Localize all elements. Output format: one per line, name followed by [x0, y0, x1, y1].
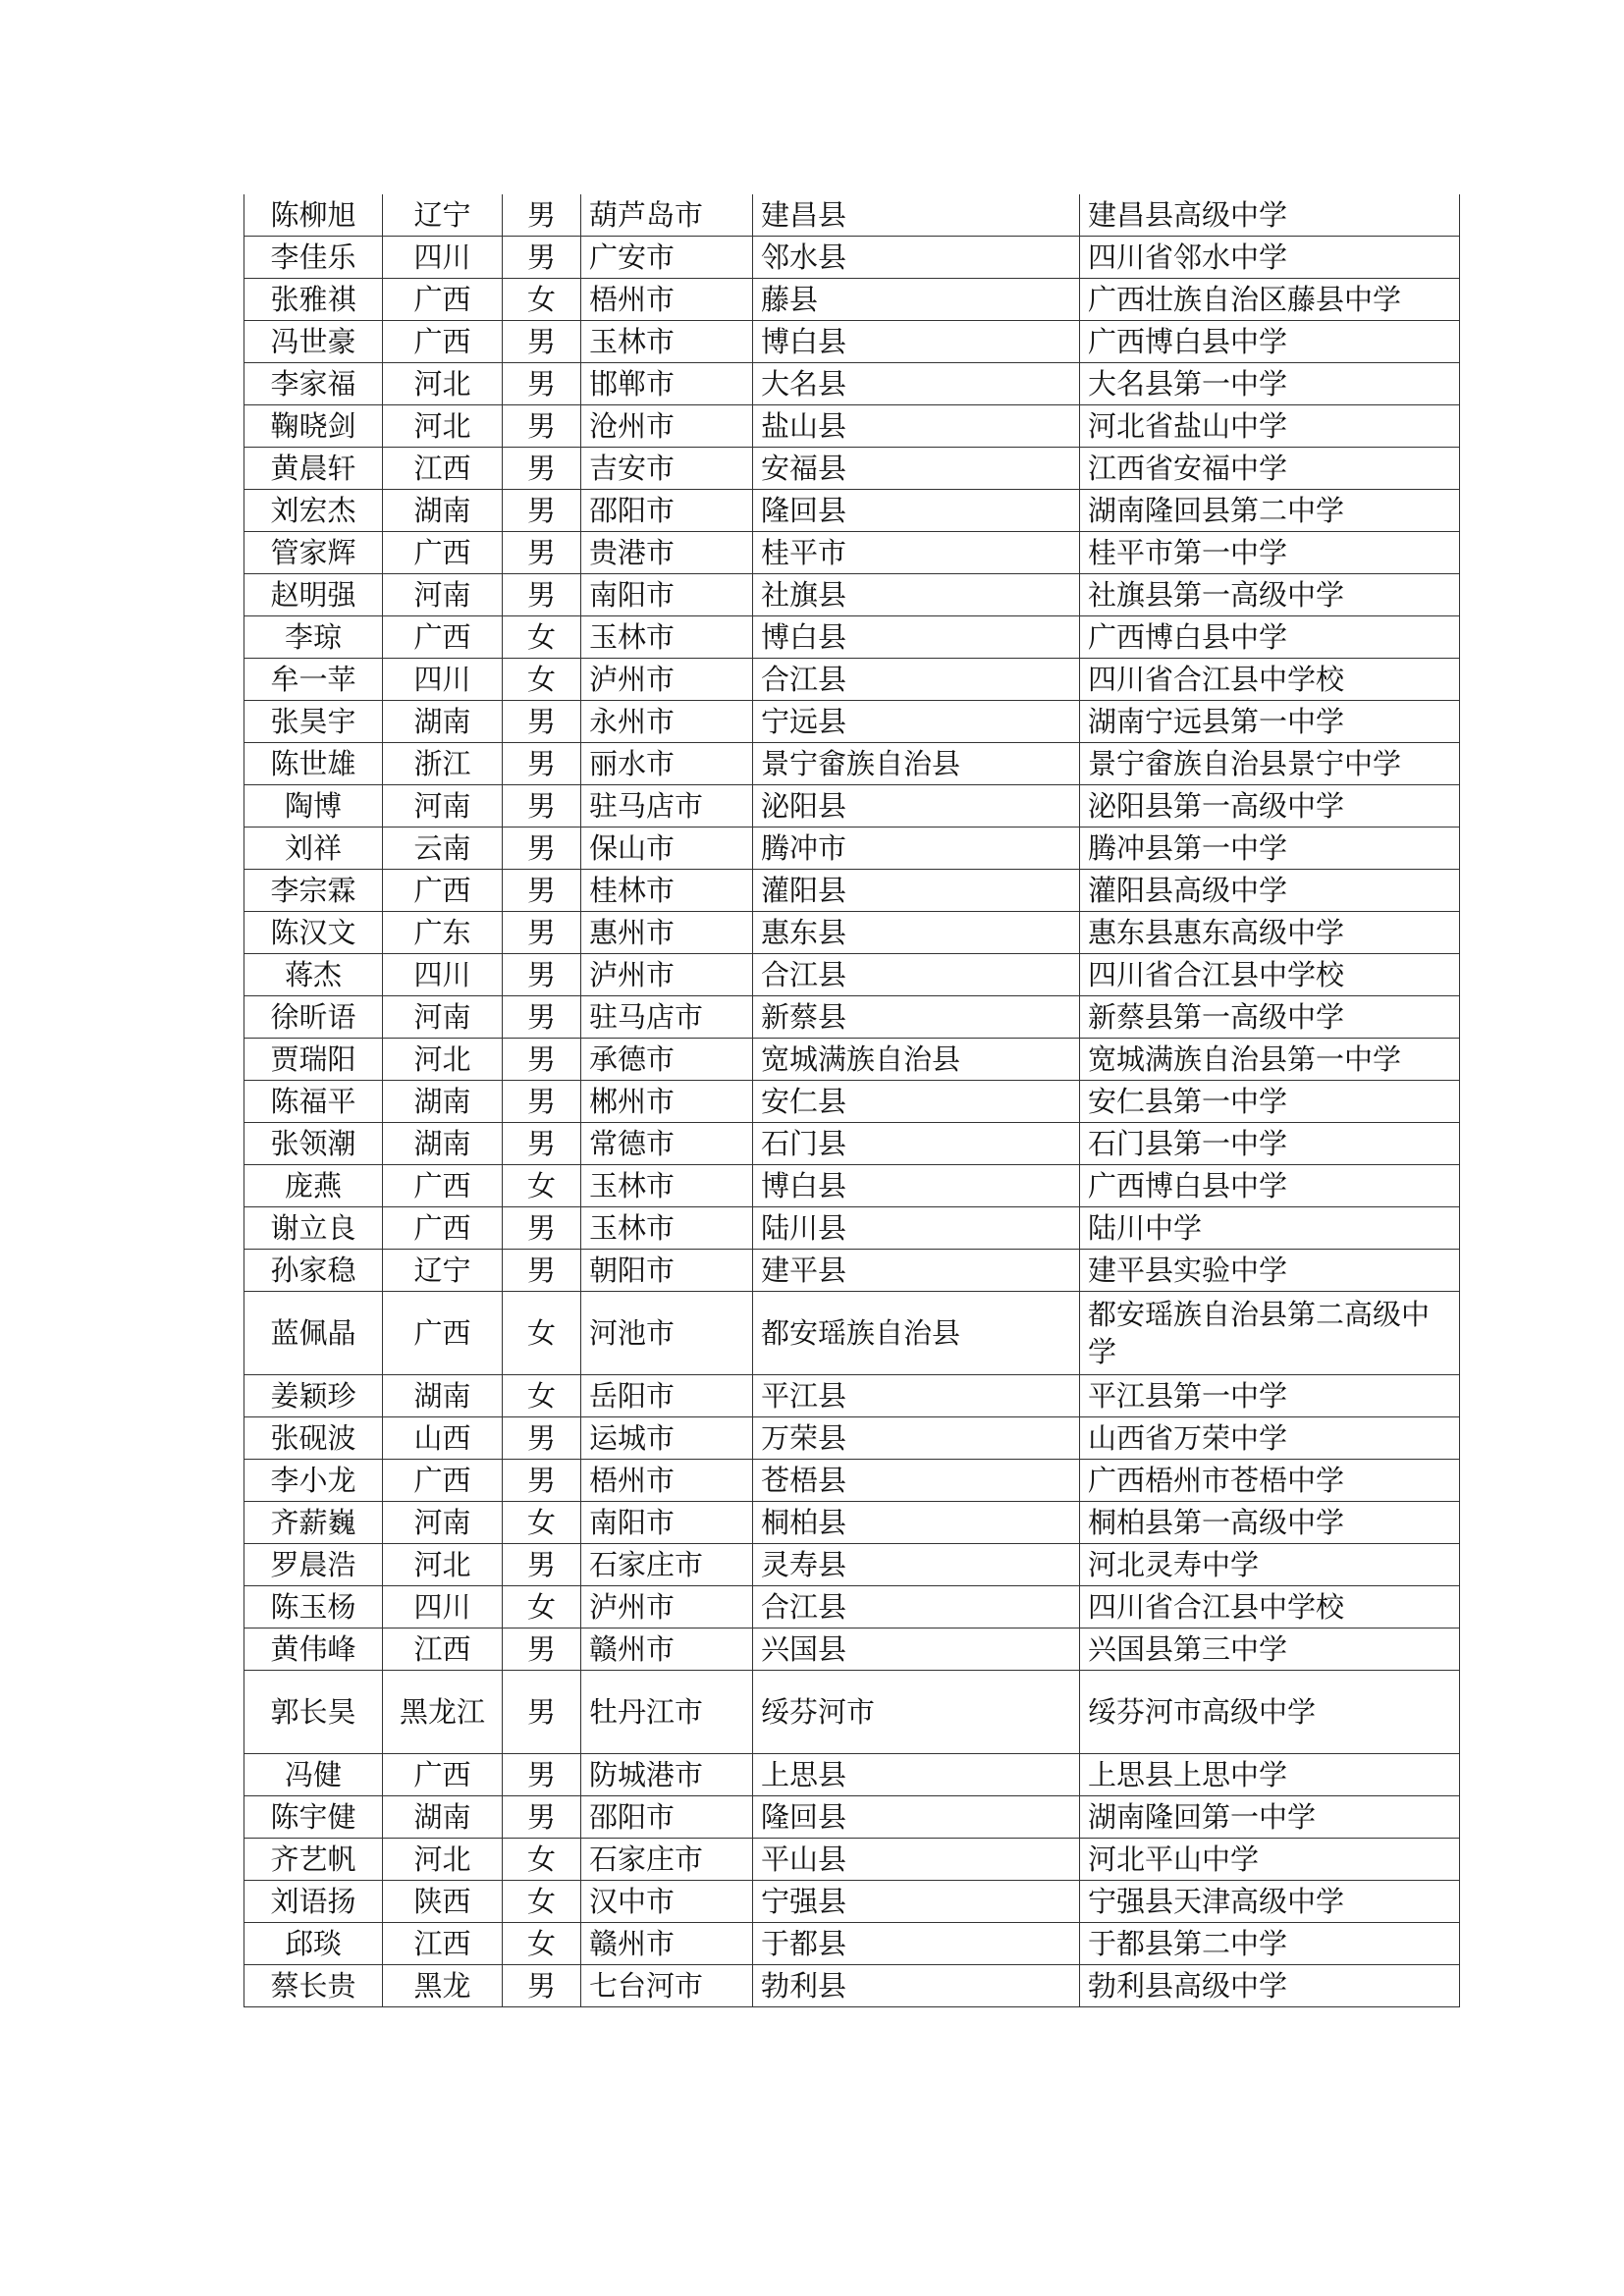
county-cell: 合江县 [753, 1586, 1080, 1629]
county-cell: 景宁畲族自治县 [753, 743, 1080, 785]
student-name-cell: 谢立良 [244, 1207, 383, 1250]
county-cell: 平山县 [753, 1839, 1080, 1881]
table-row [244, 828, 1460, 870]
province-cell: 浙江 [383, 743, 503, 785]
student-name-cell: 陈汉文 [244, 912, 383, 954]
table-row [244, 785, 1460, 828]
student-name-cell: 蒋杰 [244, 954, 383, 996]
table-row [244, 405, 1460, 448]
school-cell: 建昌县高级中学 [1080, 194, 1460, 237]
province-cell: 河北 [383, 1839, 503, 1881]
gender-cell: 男 [503, 574, 581, 616]
county-cell: 石门县 [753, 1123, 1080, 1165]
school-cell: 湖南隆回县第二中学 [1080, 490, 1460, 532]
county-cell: 绥芬河市 [753, 1671, 1080, 1754]
county-cell: 新蔡县 [753, 996, 1080, 1039]
county-cell: 博白县 [753, 321, 1080, 363]
school-cell: 新蔡县第一高级中学 [1080, 996, 1460, 1039]
table-row [244, 996, 1460, 1039]
school-cell: 四川省合江县中学校 [1080, 954, 1460, 996]
county-cell: 都安瑶族自治县 [753, 1292, 1080, 1375]
county-cell: 安仁县 [753, 1081, 1080, 1123]
gender-cell: 女 [503, 616, 581, 659]
table-row [244, 1081, 1460, 1123]
student-name-cell: 刘祥 [244, 828, 383, 870]
school-cell: 湖南隆回第一中学 [1080, 1796, 1460, 1839]
student-name-cell: 蓝佩晶 [244, 1292, 383, 1375]
school-cell: 广西壮族自治区藤县中学 [1080, 279, 1460, 321]
gender-cell: 男 [503, 1965, 581, 2007]
table-row [244, 321, 1460, 363]
province-cell: 四川 [383, 1586, 503, 1629]
student-name-cell: 陈宇健 [244, 1796, 383, 1839]
table-row [244, 1165, 1460, 1207]
gender-cell: 男 [503, 405, 581, 448]
province-cell: 广西 [383, 279, 503, 321]
student-name-cell: 齐艺帆 [244, 1839, 383, 1881]
gender-cell: 男 [503, 490, 581, 532]
city-cell: 邵阳市 [581, 1796, 753, 1839]
gender-cell: 女 [503, 1292, 581, 1375]
student-name-cell: 陈福平 [244, 1081, 383, 1123]
table-row [244, 1544, 1460, 1586]
city-cell: 常德市 [581, 1123, 753, 1165]
table-row [244, 448, 1460, 490]
student-table-body [244, 194, 1460, 2007]
gender-cell: 女 [503, 1881, 581, 1923]
table-row [244, 1839, 1460, 1881]
county-cell: 灵寿县 [753, 1544, 1080, 1586]
school-cell: 四川省合江县中学校 [1080, 659, 1460, 701]
student-name-cell: 庞燕 [244, 1165, 383, 1207]
table-row [244, 1586, 1460, 1629]
school-cell: 江西省安福中学 [1080, 448, 1460, 490]
county-cell: 建平县 [753, 1250, 1080, 1292]
student-name-cell: 刘宏杰 [244, 490, 383, 532]
table-row [244, 1923, 1460, 1965]
province-cell: 河南 [383, 1502, 503, 1544]
city-cell: 吉安市 [581, 448, 753, 490]
gender-cell: 男 [503, 785, 581, 828]
school-cell: 绥芬河市高级中学 [1080, 1671, 1460, 1754]
student-table [244, 194, 1460, 2007]
student-name-cell: 齐薪巍 [244, 1502, 383, 1544]
table-row [244, 870, 1460, 912]
city-cell: 郴州市 [581, 1081, 753, 1123]
table-row [244, 1417, 1460, 1460]
city-cell: 保山市 [581, 828, 753, 870]
gender-cell: 女 [503, 1502, 581, 1544]
county-cell: 合江县 [753, 659, 1080, 701]
county-cell: 兴国县 [753, 1629, 1080, 1671]
student-name-cell: 黄伟峰 [244, 1629, 383, 1671]
county-cell: 万荣县 [753, 1417, 1080, 1460]
city-cell: 驻马店市 [581, 785, 753, 828]
county-cell: 博白县 [753, 1165, 1080, 1207]
county-cell: 灌阳县 [753, 870, 1080, 912]
province-cell: 江西 [383, 1629, 503, 1671]
county-cell: 宁远县 [753, 701, 1080, 743]
gender-cell: 男 [503, 1754, 581, 1796]
student-name-cell: 李佳乐 [244, 237, 383, 279]
gender-cell: 男 [503, 996, 581, 1039]
county-cell: 博白县 [753, 616, 1080, 659]
school-cell: 安仁县第一中学 [1080, 1081, 1460, 1123]
city-cell: 梧州市 [581, 279, 753, 321]
student-name-cell: 李琼 [244, 616, 383, 659]
school-cell: 灌阳县高级中学 [1080, 870, 1460, 912]
school-cell: 兴国县第三中学 [1080, 1629, 1460, 1671]
gender-cell: 男 [503, 1417, 581, 1460]
gender-cell: 女 [503, 1165, 581, 1207]
county-cell: 社旗县 [753, 574, 1080, 616]
school-cell: 社旗县第一高级中学 [1080, 574, 1460, 616]
province-cell: 河南 [383, 996, 503, 1039]
county-cell: 上思县 [753, 1754, 1080, 1796]
county-cell: 合江县 [753, 954, 1080, 996]
student-name-cell: 张昊宇 [244, 701, 383, 743]
city-cell: 赣州市 [581, 1629, 753, 1671]
table-row [244, 616, 1460, 659]
student-name-cell: 蔡长贵 [244, 1965, 383, 2007]
city-cell: 石家庄市 [581, 1544, 753, 1586]
table-row [244, 1671, 1460, 1754]
county-cell: 勃利县 [753, 1965, 1080, 2007]
city-cell: 朝阳市 [581, 1250, 753, 1292]
table-row [244, 701, 1460, 743]
city-cell: 邯郸市 [581, 363, 753, 405]
student-name-cell: 贾瑞阳 [244, 1039, 383, 1081]
gender-cell: 男 [503, 1123, 581, 1165]
gender-cell: 男 [503, 532, 581, 574]
school-cell: 河北省盐山中学 [1080, 405, 1460, 448]
student-name-cell: 李小龙 [244, 1460, 383, 1502]
city-cell: 防城港市 [581, 1754, 753, 1796]
city-cell: 运城市 [581, 1417, 753, 1460]
gender-cell: 女 [503, 279, 581, 321]
student-name-cell: 徐昕语 [244, 996, 383, 1039]
province-cell: 辽宁 [383, 194, 503, 237]
school-cell: 宽城满族自治县第一中学 [1080, 1039, 1460, 1081]
school-cell: 上思县上思中学 [1080, 1754, 1460, 1796]
table-row [244, 1292, 1460, 1375]
county-cell: 隆回县 [753, 490, 1080, 532]
student-name-cell: 赵明强 [244, 574, 383, 616]
gender-cell: 男 [503, 870, 581, 912]
gender-cell: 男 [503, 828, 581, 870]
table-row [244, 1754, 1460, 1796]
city-cell: 河池市 [581, 1292, 753, 1375]
school-cell: 腾冲县第一中学 [1080, 828, 1460, 870]
city-cell: 驻马店市 [581, 996, 753, 1039]
city-cell: 汉中市 [581, 1881, 753, 1923]
city-cell: 玉林市 [581, 1207, 753, 1250]
city-cell: 赣州市 [581, 1923, 753, 1965]
province-cell: 湖南 [383, 490, 503, 532]
table-row [244, 279, 1460, 321]
county-cell: 藤县 [753, 279, 1080, 321]
table-row [244, 1629, 1460, 1671]
school-cell: 山西省万荣中学 [1080, 1417, 1460, 1460]
province-cell: 河北 [383, 405, 503, 448]
province-cell: 四川 [383, 659, 503, 701]
student-name-cell: 罗晨浩 [244, 1544, 383, 1586]
school-cell: 都安瑶族自治县第二高级中学 [1080, 1292, 1460, 1375]
county-cell: 宽城满族自治县 [753, 1039, 1080, 1081]
school-cell: 陆川中学 [1080, 1207, 1460, 1250]
student-name-cell: 陈玉杨 [244, 1586, 383, 1629]
province-cell: 黑龙江 [383, 1671, 503, 1754]
table-row [244, 743, 1460, 785]
table-row [244, 912, 1460, 954]
city-cell: 七台河市 [581, 1965, 753, 2007]
student-name-cell: 牟一苹 [244, 659, 383, 701]
student-name-cell: 冯世豪 [244, 321, 383, 363]
school-cell: 四川省邻水中学 [1080, 237, 1460, 279]
gender-cell: 男 [503, 1796, 581, 1839]
table-row [244, 574, 1460, 616]
county-cell: 宁强县 [753, 1881, 1080, 1923]
student-name-cell: 张雅祺 [244, 279, 383, 321]
table-row [244, 237, 1460, 279]
province-cell: 湖南 [383, 1375, 503, 1417]
province-cell: 广西 [383, 1754, 503, 1796]
county-cell: 泌阳县 [753, 785, 1080, 828]
province-cell: 河南 [383, 574, 503, 616]
table-row [244, 194, 1460, 237]
city-cell: 牡丹江市 [581, 1671, 753, 1754]
city-cell: 丽水市 [581, 743, 753, 785]
county-cell: 苍梧县 [753, 1460, 1080, 1502]
table-row [244, 1207, 1460, 1250]
province-cell: 广西 [383, 1460, 503, 1502]
student-name-cell: 孙家稳 [244, 1250, 383, 1292]
gender-cell: 女 [503, 1923, 581, 1965]
school-cell: 建平县实验中学 [1080, 1250, 1460, 1292]
city-cell: 泸州市 [581, 659, 753, 701]
gender-cell: 男 [503, 954, 581, 996]
city-cell: 沧州市 [581, 405, 753, 448]
province-cell: 广西 [383, 1292, 503, 1375]
student-name-cell: 李宗霖 [244, 870, 383, 912]
student-name-cell: 郭长昊 [244, 1671, 383, 1754]
city-cell: 葫芦岛市 [581, 194, 753, 237]
city-cell: 梧州市 [581, 1460, 753, 1502]
gender-cell: 男 [503, 1460, 581, 1502]
school-cell: 广西博白县中学 [1080, 616, 1460, 659]
county-cell: 腾冲市 [753, 828, 1080, 870]
city-cell: 承德市 [581, 1039, 753, 1081]
province-cell: 四川 [383, 237, 503, 279]
county-cell: 桂平市 [753, 532, 1080, 574]
table-row [244, 1881, 1460, 1923]
province-cell: 江西 [383, 1923, 503, 1965]
school-cell: 河北灵寿中学 [1080, 1544, 1460, 1586]
county-cell: 隆回县 [753, 1796, 1080, 1839]
province-cell: 河北 [383, 363, 503, 405]
city-cell: 惠州市 [581, 912, 753, 954]
table-row [244, 1375, 1460, 1417]
school-cell: 广西博白县中学 [1080, 321, 1460, 363]
city-cell: 永州市 [581, 701, 753, 743]
student-name-cell: 刘语扬 [244, 1881, 383, 1923]
city-cell: 广安市 [581, 237, 753, 279]
school-cell: 桂平市第一中学 [1080, 532, 1460, 574]
province-cell: 河北 [383, 1039, 503, 1081]
gender-cell: 男 [503, 194, 581, 237]
province-cell: 山西 [383, 1417, 503, 1460]
student-name-cell: 李家福 [244, 363, 383, 405]
province-cell: 湖南 [383, 1123, 503, 1165]
city-cell: 泸州市 [581, 954, 753, 996]
province-cell: 辽宁 [383, 1250, 503, 1292]
student-name-cell: 张领潮 [244, 1123, 383, 1165]
city-cell: 玉林市 [581, 1165, 753, 1207]
city-cell: 南阳市 [581, 1502, 753, 1544]
table-row [244, 659, 1460, 701]
gender-cell: 男 [503, 237, 581, 279]
gender-cell: 男 [503, 1671, 581, 1754]
table-row [244, 1965, 1460, 2007]
gender-cell: 男 [503, 701, 581, 743]
school-cell: 四川省合江县中学校 [1080, 1586, 1460, 1629]
province-cell: 陕西 [383, 1881, 503, 1923]
school-cell: 石门县第一中学 [1080, 1123, 1460, 1165]
student-name-cell: 姜颖珍 [244, 1375, 383, 1417]
province-cell: 河北 [383, 1544, 503, 1586]
table-row [244, 1460, 1460, 1502]
gender-cell: 男 [503, 912, 581, 954]
school-cell: 广西博白县中学 [1080, 1165, 1460, 1207]
gender-cell: 男 [503, 1544, 581, 1586]
gender-cell: 女 [503, 1375, 581, 1417]
province-cell: 广西 [383, 616, 503, 659]
student-name-cell: 陈世雄 [244, 743, 383, 785]
school-cell: 宁强县天津高级中学 [1080, 1881, 1460, 1923]
county-cell: 建昌县 [753, 194, 1080, 237]
province-cell: 湖南 [383, 701, 503, 743]
student-name-cell: 冯健 [244, 1754, 383, 1796]
table-row [244, 1502, 1460, 1544]
school-cell: 惠东县惠东高级中学 [1080, 912, 1460, 954]
school-cell: 泌阳县第一高级中学 [1080, 785, 1460, 828]
student-name-cell: 黄晨轩 [244, 448, 383, 490]
county-cell: 平江县 [753, 1375, 1080, 1417]
gender-cell: 男 [503, 1081, 581, 1123]
student-name-cell: 邱琰 [244, 1923, 383, 1965]
school-cell: 湖南宁远县第一中学 [1080, 701, 1460, 743]
gender-cell: 女 [503, 659, 581, 701]
student-name-cell: 鞠晓剑 [244, 405, 383, 448]
gender-cell: 男 [503, 1207, 581, 1250]
school-cell: 勃利县高级中学 [1080, 1965, 1460, 2007]
student-name-cell: 管家辉 [244, 532, 383, 574]
province-cell: 湖南 [383, 1796, 503, 1839]
city-cell: 桂林市 [581, 870, 753, 912]
province-cell: 广西 [383, 321, 503, 363]
county-cell: 盐山县 [753, 405, 1080, 448]
county-cell: 于都县 [753, 1923, 1080, 1965]
province-cell: 广东 [383, 912, 503, 954]
county-cell: 邻水县 [753, 237, 1080, 279]
city-cell: 石家庄市 [581, 1839, 753, 1881]
gender-cell: 男 [503, 1629, 581, 1671]
province-cell: 广西 [383, 1207, 503, 1250]
gender-cell: 男 [503, 363, 581, 405]
gender-cell: 女 [503, 1586, 581, 1629]
city-cell: 泸州市 [581, 1586, 753, 1629]
school-cell: 于都县第二中学 [1080, 1923, 1460, 1965]
gender-cell: 男 [503, 743, 581, 785]
county-cell: 陆川县 [753, 1207, 1080, 1250]
table-row [244, 1123, 1460, 1165]
gender-cell: 男 [503, 1250, 581, 1292]
gender-cell: 男 [503, 448, 581, 490]
student-name-cell: 陶博 [244, 785, 383, 828]
county-cell: 安福县 [753, 448, 1080, 490]
student-name-cell: 陈柳旭 [244, 194, 383, 237]
province-cell: 云南 [383, 828, 503, 870]
province-cell: 四川 [383, 954, 503, 996]
table-row [244, 1250, 1460, 1292]
city-cell: 南阳市 [581, 574, 753, 616]
gender-cell: 男 [503, 1039, 581, 1081]
province-cell: 江西 [383, 448, 503, 490]
school-cell: 大名县第一中学 [1080, 363, 1460, 405]
table-row [244, 490, 1460, 532]
school-cell: 广西梧州市苍梧中学 [1080, 1460, 1460, 1502]
province-cell: 广西 [383, 1165, 503, 1207]
province-cell: 湖南 [383, 1081, 503, 1123]
county-cell: 桐柏县 [753, 1502, 1080, 1544]
gender-cell: 女 [503, 1839, 581, 1881]
table-row [244, 532, 1460, 574]
county-cell: 惠东县 [753, 912, 1080, 954]
gender-cell: 男 [503, 321, 581, 363]
table-row [244, 1039, 1460, 1081]
city-cell: 岳阳市 [581, 1375, 753, 1417]
city-cell: 邵阳市 [581, 490, 753, 532]
school-cell: 景宁畲族自治县景宁中学 [1080, 743, 1460, 785]
province-cell: 广西 [383, 532, 503, 574]
county-cell: 大名县 [753, 363, 1080, 405]
table-row [244, 363, 1460, 405]
city-cell: 玉林市 [581, 616, 753, 659]
province-cell: 河南 [383, 785, 503, 828]
city-cell: 贵港市 [581, 532, 753, 574]
student-name-cell: 张砚波 [244, 1417, 383, 1460]
province-cell: 黑龙 [383, 1965, 503, 2007]
table-row [244, 1796, 1460, 1839]
province-cell: 广西 [383, 870, 503, 912]
school-cell: 桐柏县第一高级中学 [1080, 1502, 1460, 1544]
school-cell: 河北平山中学 [1080, 1839, 1460, 1881]
city-cell: 玉林市 [581, 321, 753, 363]
school-cell: 平江县第一中学 [1080, 1375, 1460, 1417]
table-row [244, 954, 1460, 996]
